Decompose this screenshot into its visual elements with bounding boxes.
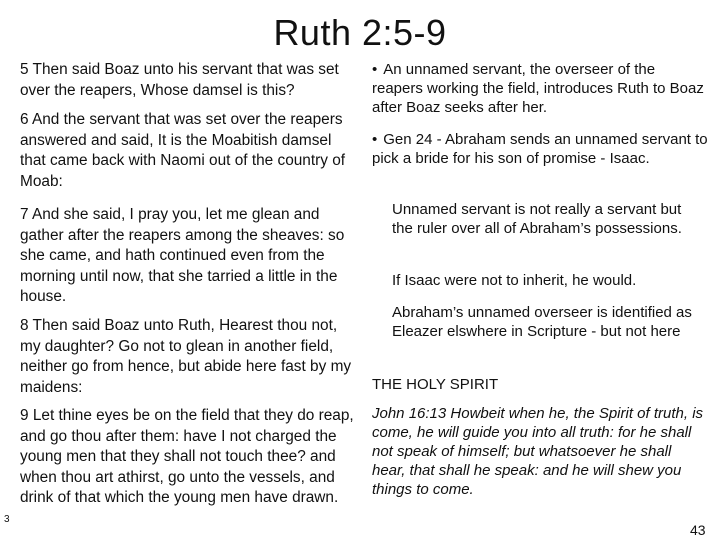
bullet-icon: •	[372, 131, 378, 148]
verse-9: 9 Let thine eyes be on the field that they do reap, and go thou after them: have I not charged the young men that they shall not touch thee? and when thou art athirst, go unto the vessels, and drink of that which the young men have drawn.	[20, 407, 354, 506]
sub-point-ruler: Unnamed servant is not really a servant but the ruler over all of Abraham’s possessions.	[392, 201, 682, 237]
slide-title: Ruth 2:5-9	[273, 12, 447, 53]
sub-point-eleazer: Abraham’s unnamed overseer is identified as Eleazer elswhere in Scripture - but not here	[392, 304, 692, 340]
verse-6: 6 And the servant that was set over the reapers answered and said, It is the Moabitish damsel that came back with Naomi out of the country of Moab:	[20, 111, 346, 190]
john-16-13-quote: John 16:13 Howbeit when he, the Spirit of truth, is come, he will guide you into all truth: for he shall not speak of himself; but whatsoever he shall hear, that shall he speak: and he will shew you things to come.	[372, 405, 704, 498]
bullet-genesis-24	[372, 130, 708, 168]
bullet-unnamed-servant	[372, 60, 708, 117]
bullet-icon: •	[372, 61, 378, 78]
bullet-text: An unnamed servant, the overseer of the reapers working the field, introduces Ruth to Boaz after Boaz seeks after her.	[372, 61, 704, 116]
holy-spirit-heading: THE HOLY SPIRIT	[372, 376, 499, 393]
slide-number-left: 3	[4, 514, 10, 525]
sub-point-inherit: If Isaac were not to inherit, he would.	[392, 272, 637, 289]
verse-5: 5 Then said Boaz unto his servant that was set over the reapers, Whose damsel is this?	[20, 61, 339, 99]
slide-number-right: 43	[690, 522, 706, 538]
bullet-text: Gen 24 - Abraham sends an unnamed servant to pick a bride for his son of promise - Isaac.	[372, 131, 708, 167]
verse-7: 7 And she said, I pray you, let me glean and gather after the reapers among the sheaves: so she came, and hath continued even from the morning until now, that she tarried a little in the house.	[20, 206, 345, 305]
verse-8: 8 Then said Boaz unto Ruth, Hearest thou not, my daughter? Go not to glean in another field, neither go from hence, but abide here fast by my maidens:	[20, 317, 352, 396]
